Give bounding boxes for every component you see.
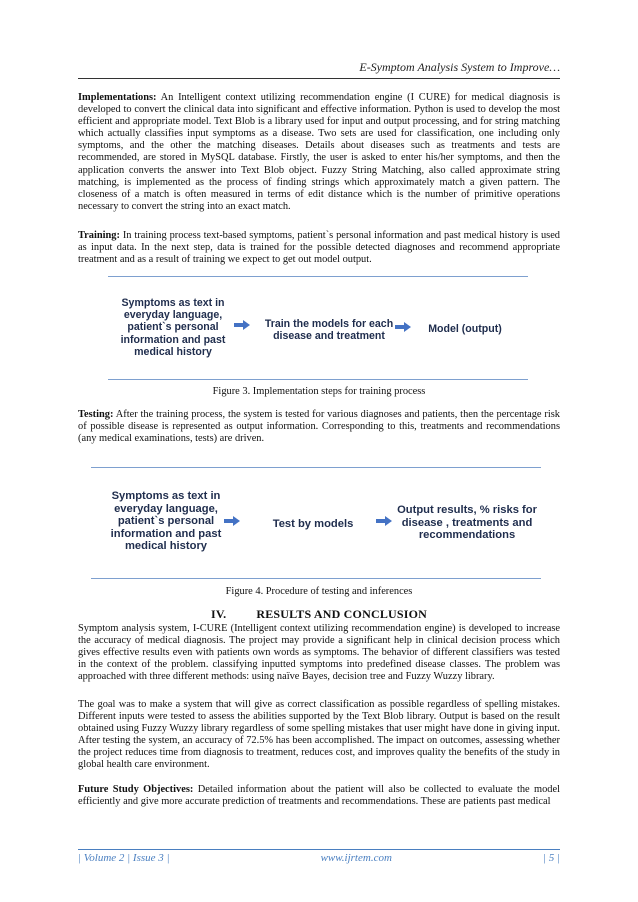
future-study-paragraph [78,784,560,808]
future-study-text: Detailed information about the patient will also be collected to evaluate the model efficiently and give more accurate prediction of treatments and recommendations. These are patients past medical [78,784,560,808]
results-section-2 [78,699,560,772]
testing-paragraph [78,409,560,445]
section-title: RESULTS AND CONCLUSION [256,607,428,621]
section-heading [0,607,638,622]
testing-label: Testing: [78,409,114,420]
training-section [78,230,560,266]
implementations-text: An Intelligent context utilizing recommendation engine (I CURE) for medical diagnosis is developed to convert the clinical data into significant and effective information. Python is used to develop the most efficient and appropriate model. Text Blob is a library used for input and output processing, and for string matching which actually classifies input symptoms as a disease. Two sets are used for classification, one including only symptoms, and the other the matching diseases. Details about diseases such as treatments and tests are recommended, are stored in MySQL database. Firstly, the user is asked to enter his/her symptoms, and then the application converts the answer into Text Blob object. Fuzzy String Matching, also called approximate string matching, is implemented as the process of finding strings which approximately match a given pattern. The closeness of a match is often measured in terms of edit distance which is the number of primitive operations necessary to convert the string into an exact match. [78,92,560,212]
results-section [78,623,560,683]
future-study-section [78,784,560,808]
footer-rule [78,849,560,850]
results-paragraph-1: Symptom analysis system, I-CURE (Intelligent context utilizing recommendation engine) is developed to increase the accuracy of medical diagnosis. The project may provide a significant help in clinical decision process which gives effective results even with patients own words as symptoms. The behavior of different classifiers was tested in the context of the problem. classifying inputted symptoms into predefined disease classes. The problem was approached with three different methods: using naïve Bayes, decision tree and Fuzzy Wuzzy library. [78,623,560,683]
right-arrow-icon [234,320,250,330]
footer-volume: | Volume 2 | Issue 3 | [78,852,170,864]
figure-3-output-box: Model (output) [428,323,502,335]
page-footer [78,852,560,864]
figure-3 [108,276,528,380]
right-arrow-icon [224,516,240,526]
figure-4-input-box: Symptoms as text in everyday language, patient`s personal information and past medical history [110,490,222,553]
right-arrow-icon [376,516,392,526]
training-paragraph [78,230,560,266]
training-text: In training process text-based symptoms, patient`s personal information and past medical history is used as input data. In the next step, data is trained for the possible detected diagnoses and recommend appropriate treatment and as a result of training we expect to get out model output. [78,230,560,266]
header-rule [78,78,560,79]
future-study-label: Future Study Objectives: [78,784,194,795]
footer-website-link[interactable]: www.ijrtem.com [320,852,392,864]
running-header: E-Symptom Analysis System to Improve… [359,60,560,74]
figure-4-caption: Figure 4. Procedure of testing and inferences [225,586,413,597]
implementations-label: Implementations: [78,92,157,103]
implementations-section [78,92,560,213]
testing-text: After the training process, the system is tested for various diagnoses and patients, then the percentage risk of possible disease is represented as output information. Corresponding to this, treatments and recommendations (any medical examinations, tests) are driven. [78,409,560,445]
results-paragraph-2: The goal was to make a system that will give as correct classification as possible regardless of spelling mistakes. Different inputs were tested to assess the abilities supported by the Text Blob library. Output is based on the result obtained using Fuzzy Wuzzy library regardless of some spelling mistakes that user might have done in giving input. After testing the system, an accuracy of 72.5% has been accomplished. The impact on outcomes, assessing whether the project reduces time from diagnosis to treatment, reduces cost, and improves quality the benefits of the study in global health care environment. [78,699,560,771]
figure-4-output-box: Output results, % risks for disease , treatments and recommendations [397,504,537,542]
right-arrow-icon [395,322,411,332]
figure-3-input-box: Symptoms as text in everyday language, patient`s personal information and past medical history [120,297,226,358]
training-label: Training: [78,230,120,241]
figure-4 [91,467,541,579]
implementations-paragraph [78,92,560,213]
figure-3-train-box: Train the models for each disease and treatment [264,318,394,343]
figure-3-caption: Figure 3. Implementation steps for training process [212,386,426,397]
footer-page-number: | 5 | [542,852,560,864]
section-number: IV. [210,607,227,621]
testing-section [78,409,560,445]
figure-4-test-box: Test by models [272,518,354,530]
